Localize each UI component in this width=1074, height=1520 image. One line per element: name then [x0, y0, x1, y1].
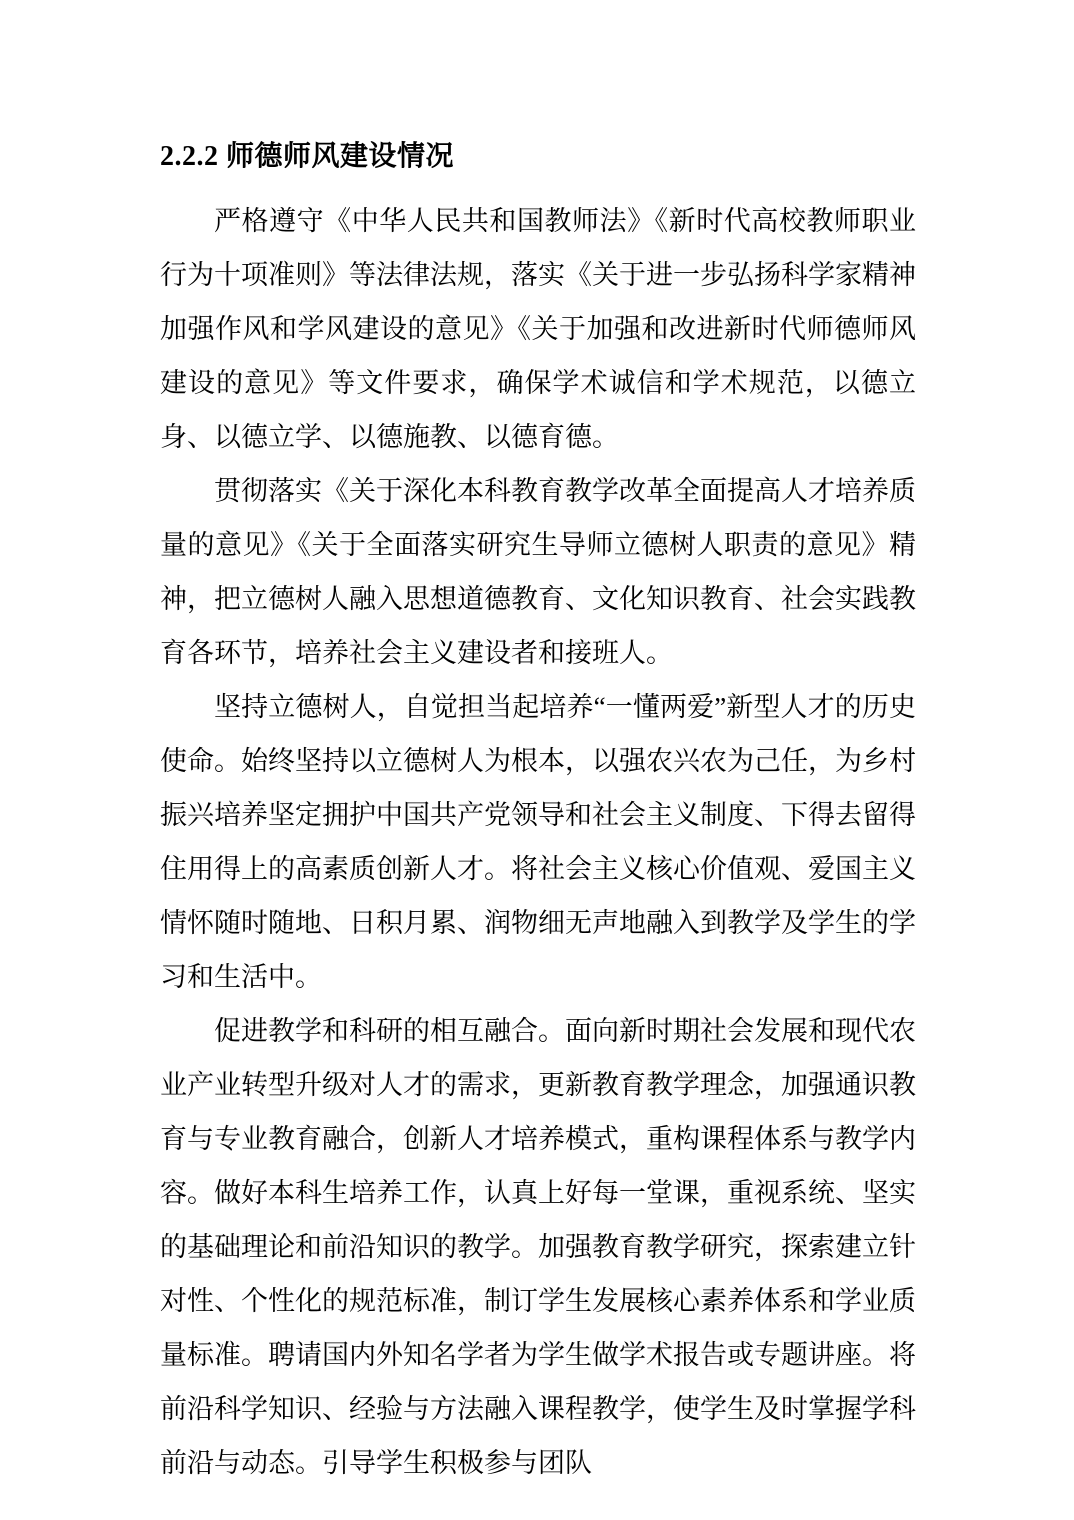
section-heading: 2.2.2 师德师风建设情况 — [160, 141, 455, 172]
document-content — [160, 130, 916, 1490]
paragraph-talent-cultivation-mission: 坚持立德树人，自觉担当起培养“一懂两爱”新型人才的历史使命。始终坚持以立德树人为根本，以强农兴农为己任，为乡村振兴培养坚定拥护中国共产党领导和社会主义制度、下得去留得住用得上的高素质创新人才。将社会主义核心价值观、爱国主义情怀随时随地、日积月累、润物细无声地融入到教学及学生的学习和生活中。 — [160, 692, 916, 992]
paragraph-teaching-research-integration: 促进教学和科研的相互融合。面向新时期社会发展和现代农业产业转型升级对人才的需求，更新教育教学理念，加强通识教育与专业教育融合，创新人才培养模式，重构课程体系与教学内容。做好本科生培养工作，认真上好每一堂课，重视系统、坚实的基础理论和前沿知识的教学。加强教育教学研究，探索建立针对性、个性化的规范标准，制订学生发展核心素养体系和学业质量标准。聘请国内外知名学者为学生做学术报告或专题讲座。将前沿科学知识、经验与方法融入课程教学，使学生及时掌握学科前沿与动态。引导学生积极参与团队 — [160, 1016, 916, 1478]
paragraph-teacher-law-compliance: 严格遵守《中华人民共和国教师法》《新时代高校教师职业行为十项准则》等法律法规，落实《关于进一步弘扬科学家精神加强作风和学风建设的意见》《关于加强和改进新时代师德师风建设的意见》等文件要求，确保学术诚信和学术规范，以德立身、以德立学、以德施教、以德育德。 — [160, 206, 916, 452]
paragraph-moral-education-policy: 贯彻落实《关于深化本科教育教学改革全面提高人才培养质量的意见》《关于全面落实研究生导师立德树人职责的意见》精神，把立德树人融入思想道德教育、文化知识教育、社会实践教育各环节，培养社会主义建设者和接班人。 — [160, 476, 916, 668]
